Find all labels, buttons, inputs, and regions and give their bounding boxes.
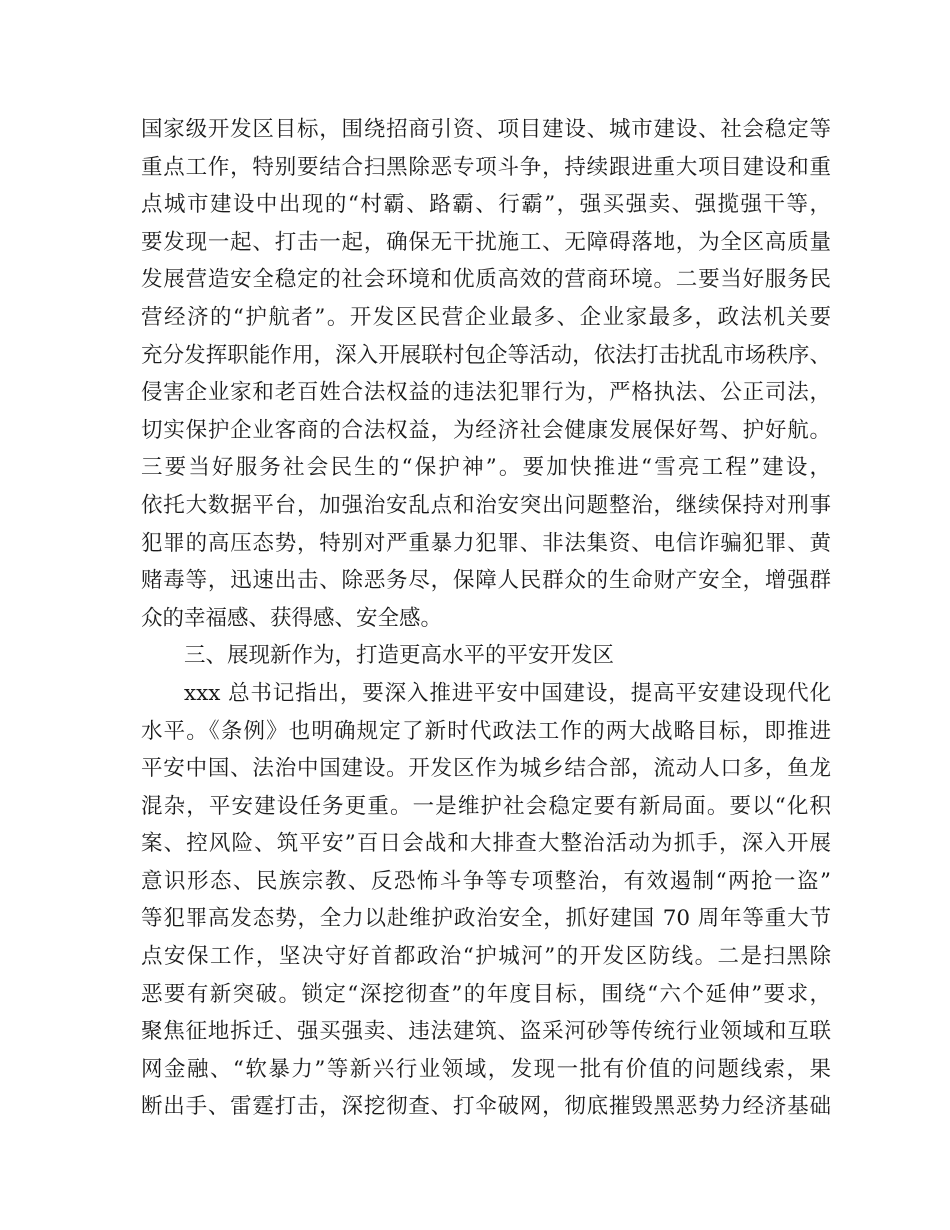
text-line: 点城市建设中出现的“村霸、路霸、行霸”，强买强卖、强揽强干等， <box>141 192 831 218</box>
text-line: 断出手、雷霆打击，深挖彻查、打伞破网，彻底摧毁黑恶势力经济基础 <box>141 1094 831 1120</box>
text-line: 等犯罪高发态势，全力以赴维护政治安全，抓好建国 70 周年等重大节 <box>141 906 831 932</box>
text-line: 要发现一起、打击一起，确保无干扰施工、无障碍落地，为全区高质量 <box>141 229 831 255</box>
text-line: 营经济的“护航者”。开发区民营企业最多、企业家最多，政法机关要 <box>141 304 831 330</box>
text-line: 恶要有新突破。锁定“深挖彻查”的年度目标，围绕“六个延伸”要求， <box>141 981 831 1007</box>
text-line: 意识形态、民族宗教、反恐怖斗争等专项整治，有效遏制“两抢一盗” <box>141 868 831 894</box>
text-line: 国家级开发区目标，围绕招商引资、项目建设、城市建设、社会稳定等 <box>141 117 831 142</box>
text-line: 点安保工作，坚决守好首都政治“护城河”的开发区防线。二是扫黑除 <box>141 944 831 970</box>
text-line: 案、控风险、筑平安”百日会战和大排查大整治活动为抓手，深入开展 <box>141 831 831 857</box>
text-line: 水平。《条例》也明确规定了新时代政法工作的两大战略目标，即推进 <box>141 718 831 744</box>
text-line: 切实保护企业客商的合法权益，为经济社会健康发展保好驾、护好航。 <box>141 417 831 443</box>
text-line: 侵害企业家和老百姓合法权益的违法犯罪行为，严格执法、公正司法， <box>141 380 831 406</box>
text-line: 犯罪的高压态势，特别对严重暴力犯罪、非法集资、电信诈骗犯罪、黄 <box>141 530 831 556</box>
text-line: 赌毒等，迅速出击、除恶务尽，保障人民群众的生命财产安全，增强群 <box>141 568 831 594</box>
text-line: xxx 总书记指出，要深入推进平安中国建设，提高平安建设现代化 <box>184 680 831 706</box>
body-text <box>141 111 831 1126</box>
text-line: 众的幸福感、获得感、安全感。 <box>141 605 443 631</box>
text-line: 依托大数据平台，加强治安乱点和治安突出问题整治，继续保持对刑事 <box>141 492 831 518</box>
text-line: 充分发挥职能作用，深入开展联村包企等活动，依法打击扰乱市场秩序、 <box>141 342 831 368</box>
text-line: 平安中国、法治中国建设。开发区作为城乡结合部，流动人口多，鱼龙 <box>141 756 831 782</box>
text-line: 发展营造安全稳定的社会环境和优质高效的营商环境。二要当好服务民 <box>141 267 831 293</box>
text-line: 聚焦征地拆迁、强买强卖、违法建筑、盗采河砂等传统行业领域和互联 <box>141 1019 831 1045</box>
text-line: 三要当好服务社会民生的“保护神”。要加快推进“雪亮工程”建设， <box>141 455 831 481</box>
text-line: 混杂，平安建设任务更重。一是维护社会稳定要有新局面。要以“化积 <box>141 793 831 819</box>
text-line: 网金融、“软暴力”等新兴行业领域，发现一批有价值的问题线索，果 <box>141 1056 831 1082</box>
text-line: 重点工作，特别要结合扫黑除恶专项斗争，持续跟进重大项目建设和重 <box>141 154 831 180</box>
section-heading: 三、展现新作为，打造更高水平的平安开发区 <box>184 643 615 669</box>
